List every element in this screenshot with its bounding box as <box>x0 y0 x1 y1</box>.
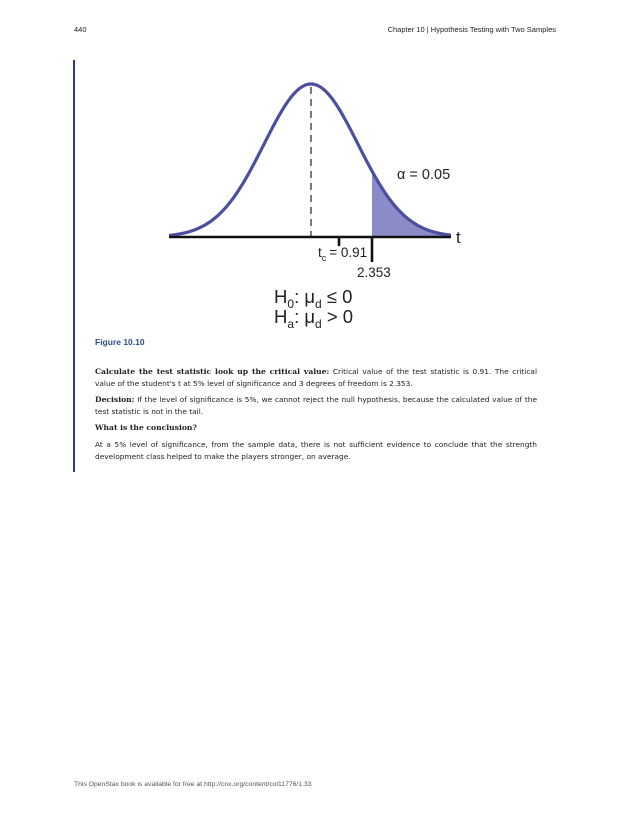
ha-subscript: a <box>287 317 295 331</box>
h0-colon-mu: : μ <box>294 286 316 307</box>
axis-t-label: t <box>456 228 461 247</box>
page-number: 440 <box>74 25 87 34</box>
test-statistic-label: 2.353 <box>357 265 391 280</box>
ha-colon-mu: : μ <box>294 306 316 327</box>
critical-t-subscript: c <box>321 253 327 263</box>
h0-letter: H <box>274 286 288 307</box>
paragraph-decision-text: If the level of significance is 5%, we cannot reject the null hypothesis, because the calculated value of the test statistic is not in the tail. <box>95 395 537 416</box>
h0-relation: ≤ 0 <box>321 286 353 307</box>
ha-relation: > 0 <box>321 306 354 327</box>
paragraph-critical-value <box>95 366 537 390</box>
paragraph-decision <box>95 394 537 418</box>
paragraph-critical-value-heading: Calculate the test statistic look up the critical value: <box>95 367 330 376</box>
paragraph-critical-value-text: Critical value of the test statistic is 0.91. The critical value of the student's t at 5% level of significance and 3 degrees of freedom is 2.353. <box>95 367 537 388</box>
alternative-hypothesis <box>274 306 353 331</box>
paragraph-decision-heading: Decision: <box>95 395 135 404</box>
chapter-header: Chapter 10 | Hypothesis Testing with Two Samples <box>387 25 556 34</box>
ha-mu-subscript: d <box>315 317 322 331</box>
critical-t-value: = 0.91 <box>329 245 368 260</box>
paragraph-conclusion: At a 5% level of significance, from the sample data, there is not sufficient evidence to conclude that the strength development class helped to make the players stronger, on average. <box>95 440 537 461</box>
h0-subscript: 0 <box>287 297 295 311</box>
alpha-label: α = 0.05 <box>397 167 451 183</box>
t-distribution-figure <box>0 0 630 340</box>
conclusion-question: What is the conclusion? <box>95 423 197 432</box>
footer-attribution: This OpenStax book is available for free at http://cnx.org/content/col11776/1.33 <box>74 781 312 788</box>
bell-curve <box>169 84 451 235</box>
ha-letter: H <box>274 306 288 327</box>
critical-t-letter: t <box>318 245 322 260</box>
figure-caption: Figure 10.10 <box>95 337 145 347</box>
h0-mu-subscript: d <box>315 297 322 311</box>
critical-value-label <box>318 245 367 263</box>
